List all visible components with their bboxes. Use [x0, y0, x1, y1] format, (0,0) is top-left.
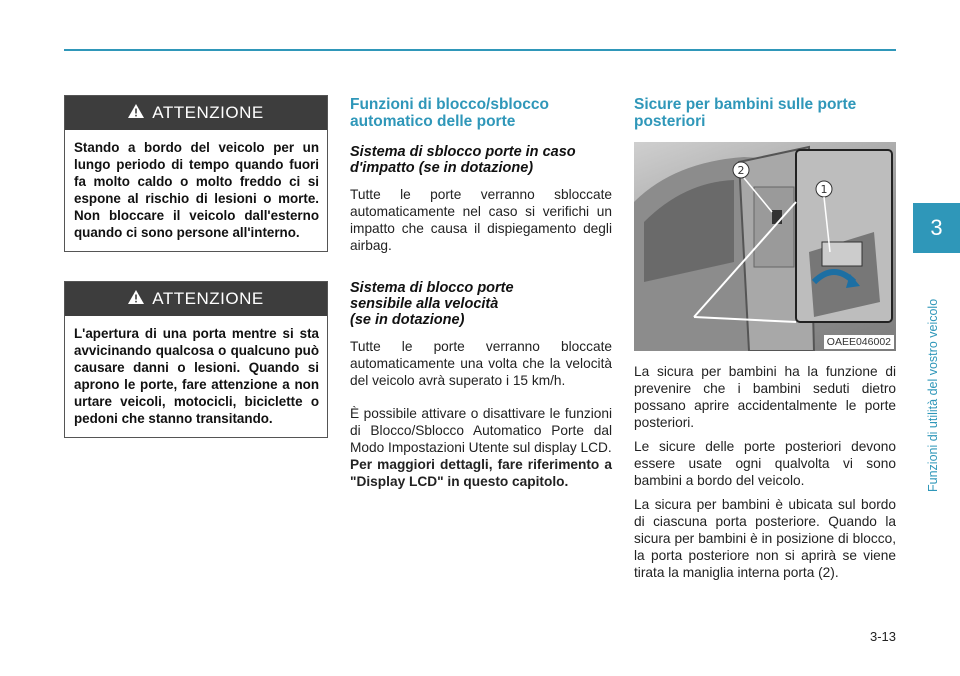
- child-lock-photo: [634, 142, 896, 351]
- child-lock-p1: La sicura per bambini ha la funzione di prevenire che i bambini seduti dietro possano aprire accidentalmente le porte posteriori.: [634, 364, 896, 430]
- speed-lock-title-line1: Sistema di blocco porte: [350, 280, 514, 296]
- warning-box-2: [64, 281, 328, 438]
- top-rule: [64, 49, 896, 51]
- settings-text: È possibile attivare o disattivare le funzioni di Blocco/Sblocco Automatico Porte dal Modo Impostazioni Utente sul display LCD.: [350, 406, 612, 455]
- child-lock-p2: Le sicure delle porte posteriori devono essere usate ogni qualvolta vi sono bambini a bordo del veicolo.: [634, 439, 896, 488]
- page-number: 3-13: [869, 629, 896, 644]
- lock-section-title: Funzioni di blocco/sblocco automatico delle porte: [350, 96, 549, 130]
- lock-section: [350, 96, 612, 490]
- warning-triangle-icon: [128, 103, 144, 123]
- warning-title-2: ATTENZIONE: [152, 289, 264, 308]
- warning-triangle-icon: [128, 289, 144, 309]
- crash-unlock-title: Sistema di sblocco porte in caso d'impatto (se in dotazione): [350, 144, 576, 176]
- callout-2: 2: [737, 164, 745, 177]
- speed-lock-text: Tutte le porte verranno bloccate automaticamente una volta che la velocità del veicolo avrà superato i 15 km/h.: [350, 339, 612, 388]
- warning-title-1: ATTENZIONE: [152, 103, 264, 122]
- child-lock-p3: La sicura per bambini è ubicata sul bordo di ciascuna porta posteriore. Quando la sicura per bambini è in posizione di blocco, la porta posteriore non si aprirà se viene tirata la maniglia interna porta (2).: [634, 497, 896, 580]
- chapter-side-label: [923, 240, 951, 500]
- warning-header-1: [65, 96, 327, 130]
- warning-text-1: Stando a bordo del veicolo per un lungo periodo di tempo quando fuori fa molto caldo o molto freddo ci si espone al rischio di lesioni o morte. Non bloccare il veicolo dall'esterno quando ci sono persone all'interno.: [74, 140, 319, 240]
- speed-lock-title-line2: sensibile alla velocità: [350, 296, 499, 312]
- image-code: OAEE046002: [824, 335, 894, 349]
- callout-1: 1: [820, 183, 828, 196]
- warning-header-2: [65, 282, 327, 316]
- speed-lock-title-line3: (se in dotazione): [350, 312, 465, 328]
- child-lock-title: Sicure per bambini sulle porte posteriori: [634, 96, 857, 130]
- warning-box-1: [64, 95, 328, 252]
- chapter-number: 3: [930, 215, 943, 240]
- chapter-title: Funzioni di utilità del vostro veicolo: [926, 298, 940, 492]
- speed-lock-title: [350, 280, 612, 328]
- child-lock-section: [634, 96, 896, 581]
- crash-unlock-text: Tutte le porte verranno sbloccate automaticamente nel caso si verifichi un impatto che causa il dispiegamento degli airbag.: [350, 187, 612, 253]
- settings-reference: Per maggiori dettagli, fare riferimento a "Display LCD" in questo capitolo.: [350, 457, 612, 489]
- warning-text-2: L'apertura di una porta mentre si sta avvicinando qualcosa o qualcuno può causare danni o lesioni. Quando si aprono le porte, fare attenzione a non urtare veicoli, motocicli, biciclette o pedoni che stanno transitando.: [74, 326, 319, 426]
